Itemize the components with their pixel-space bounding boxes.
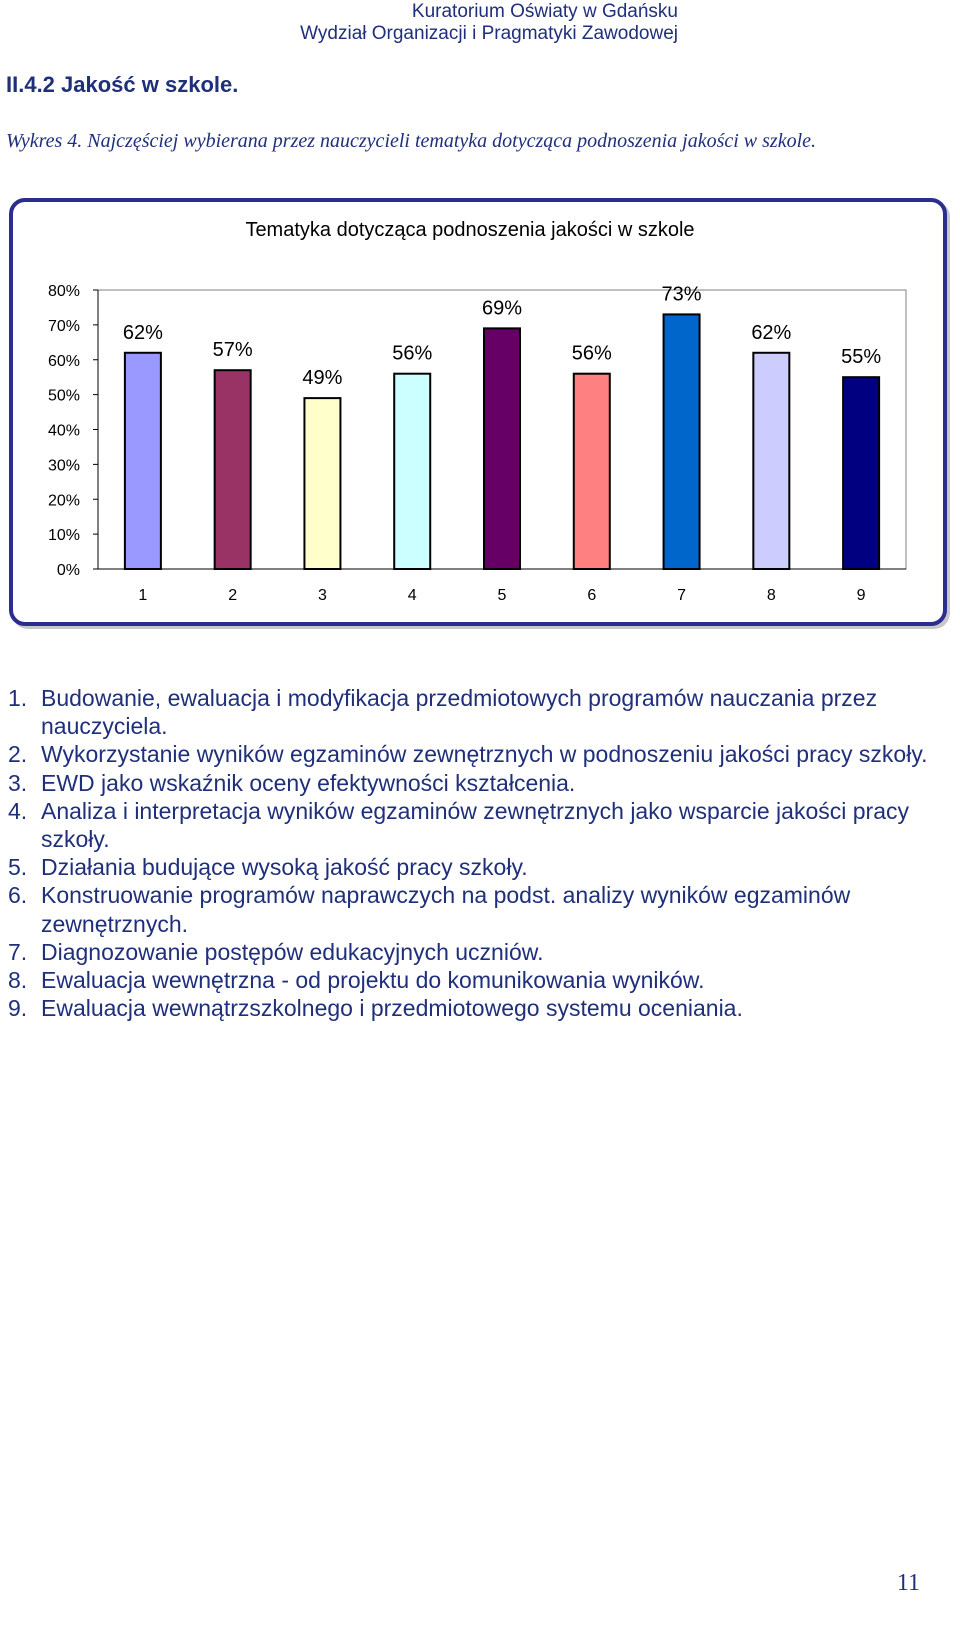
data-label: 56%	[392, 342, 433, 365]
bar	[753, 353, 789, 569]
bar	[394, 374, 430, 569]
y-tick-label: 40%	[47, 422, 80, 440]
legend-item-number: 9.	[8, 995, 28, 1022]
y-tick-label: 70%	[47, 317, 80, 335]
legend-item-text: Analiza i interpretacja wyników egzaminów zewnętrznych jako wsparcie jakości pracy szkoły.	[41, 797, 909, 853]
data-label: 69%	[481, 297, 523, 320]
legend-item-text: Ewaluacja wewnątrzszkolnego i przedmiotowego systemu oceniania.	[41, 995, 743, 1022]
data-label: 73%	[661, 283, 702, 306]
legend-item-text: Budowanie, ewaluacja i modyfikacja przedmiotowych programów nauczania przez nauczyciela.	[41, 685, 878, 740]
legend-item-text: Konstruowanie programów naprawczych na podst. analizy wyników egzaminów zewnętrznych.	[41, 882, 851, 937]
chart-title: Tematyka dotycząca podnoszenia jakości w szkole	[245, 219, 695, 241]
data-label: 55%	[841, 346, 882, 369]
legend-item-text: EWD jako wskaźnik oceny efektywności kształcenia.	[41, 769, 576, 796]
legend-item	[8, 938, 953, 966]
y-tick-label: 20%	[47, 492, 80, 510]
legend-item-number: 1.	[8, 685, 28, 711]
y-tick-label: 0%	[56, 562, 80, 579]
y-tick-label: 60%	[47, 352, 80, 370]
bar	[664, 314, 700, 569]
legend-item-text: Wykorzystanie wyników egzaminów zewnętrznych w podnoszeniu jakości pracy szkoły.	[41, 741, 928, 768]
legend-item	[8, 797, 953, 853]
header-department: Wydział Organizacji i Pragmatyki Zawodowej	[300, 23, 678, 44]
legend-item	[8, 684, 953, 740]
y-tick-label: 50%	[47, 387, 80, 405]
section-title: II.4.2 Jakość w szkole.	[6, 72, 239, 97]
x-tick-label: 2	[228, 587, 238, 604]
legend-item	[8, 966, 953, 994]
y-tick-label: 10%	[47, 527, 80, 545]
bar	[484, 328, 520, 569]
x-tick-label: 4	[407, 587, 417, 604]
legend-item-text: Ewaluacja wewnętrzna - od projektu do komunikowania wyników.	[41, 967, 705, 994]
bar	[215, 370, 251, 569]
x-tick-label: 7	[677, 587, 687, 604]
x-tick-label: 9	[856, 587, 866, 604]
legend-item-text: Diagnozowanie postępów edukacyjnych uczniów.	[41, 938, 544, 965]
bar	[843, 377, 879, 569]
chart-frame	[9, 198, 947, 626]
bar	[574, 374, 610, 569]
x-tick-label: 1	[138, 587, 148, 604]
legend-item	[8, 769, 953, 797]
x-tick-label: 3	[317, 587, 327, 604]
x-tick-label: 6	[587, 587, 597, 604]
bar-chart	[13, 202, 943, 622]
legend-item-number: 2.	[8, 741, 28, 768]
legend-item-number: 8.	[8, 967, 28, 994]
legend-item	[8, 740, 953, 768]
header-institution: Kuratorium Oświaty w Gdańsku	[411, 1, 678, 22]
data-label: 62%	[751, 321, 792, 344]
x-tick-label: 5	[497, 587, 507, 604]
legend-item-number: 7.	[8, 938, 28, 965]
y-tick-label: 80%	[47, 283, 80, 300]
legend-item-number: 5.	[8, 854, 28, 881]
x-tick-label: 8	[766, 587, 776, 604]
data-label: 56%	[571, 342, 612, 365]
bar	[125, 353, 161, 569]
data-label: 62%	[122, 321, 163, 344]
y-tick-label: 30%	[47, 457, 80, 475]
data-label: 57%	[212, 339, 253, 362]
legend-item	[8, 881, 953, 937]
legend-item-text: Działania budujące wysoką jakość pracy szkoły.	[41, 854, 528, 881]
page-number: 11	[896, 1570, 920, 1596]
plot-area	[48, 283, 906, 604]
legend-item-number: 6.	[8, 882, 28, 909]
legend-item	[8, 853, 953, 881]
category-legend	[8, 684, 953, 1022]
legend-item-number: 4.	[8, 797, 28, 824]
data-label: 49%	[302, 367, 343, 390]
bar	[304, 398, 340, 569]
legend-item-number: 3.	[8, 769, 28, 796]
chart-caption: Wykres 4. Najczęściej wybierana przez nauczycieli tematyka dotycząca podnoszenia jakości w szkole.	[6, 130, 817, 152]
legend-item	[8, 994, 953, 1022]
